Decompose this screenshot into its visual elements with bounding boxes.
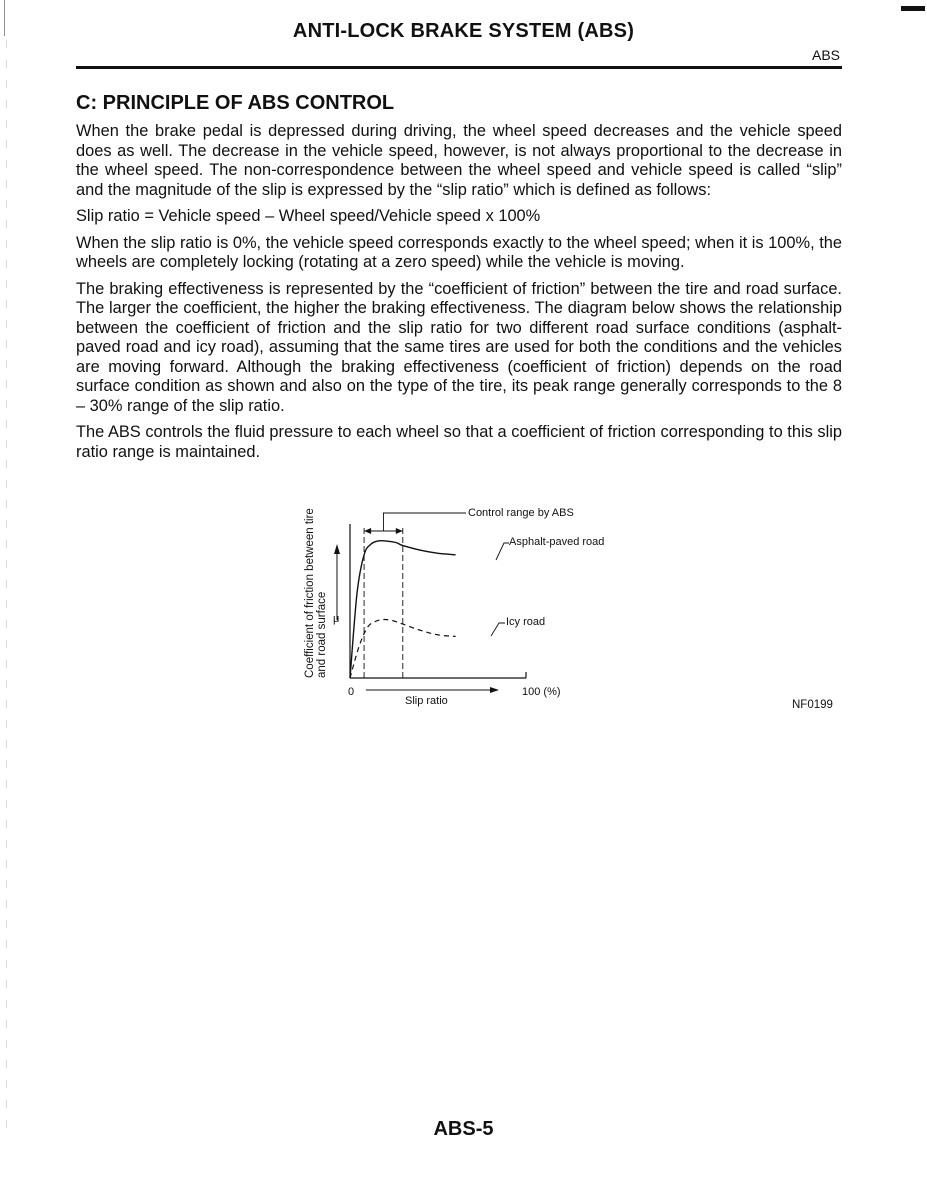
- asphalt-road-label: Asphalt-paved road: [509, 536, 605, 548]
- y-axis-label-line1: Coefficient of friction between tire: [304, 508, 316, 678]
- mu-arrow-head: [334, 544, 340, 554]
- control-range-label: Control range by ABS: [468, 507, 574, 519]
- x-direction-arrow-head: [490, 687, 499, 693]
- header-rule: [76, 66, 842, 69]
- section-heading: C: PRINCIPLE OF ABS CONTROL: [76, 92, 395, 114]
- control-range-arrow-right: [396, 528, 403, 534]
- page-number: ABS-5: [433, 1118, 494, 1140]
- icy-label-leader: [491, 623, 505, 636]
- paragraph-braking-effectiveness: The braking effectiveness is represented by the “coefficient of friction” between the tire and road surface. The larger the coefficient, the higher the braking effectiveness. The diagram below shows the relationship between the coefficient of friction and the slip ratio for two different road surface conditions (asphalt-paved road and icy road), assuming that the same tires are used for both the conditions and the vehicles are moving forward. Although the braking effectiveness (coefficient of friction) depends on the road surface condition as shown and also on the type of the tire, its peak range generally corresponds to the 8 – 30% range of the slip ratio.: [76, 279, 842, 415]
- x-axis-label: Slip ratio: [405, 695, 448, 707]
- scan-edge-line: [4, 0, 5, 1194]
- asphalt-label-leader: [496, 543, 509, 560]
- body-text: [76, 122, 842, 469]
- paragraph-slip-extremes: When the slip ratio is 0%, the vehicle speed corresponds exactly to the wheel speed; when it is 100%, the wheels are completely locking (rotating at a zero speed) while the vehicle is moving.: [76, 233, 842, 271]
- x-end-label: 100 (%): [522, 686, 561, 698]
- corner-mark: [901, 6, 925, 11]
- icy-road-label: Icy road: [506, 616, 546, 628]
- y-axis-label-line2: and road surface: [316, 591, 328, 678]
- paragraph-abs-control: The ABS controls the fluid pressure to each wheel so that a coefficient of friction corresponding to this slip ratio range is maintained.: [76, 423, 842, 461]
- paragraph-slip-formula: Slip ratio = Vehicle speed – Wheel speed/Vehicle speed x 100%: [76, 207, 541, 225]
- paragraph-slip-definition: When the brake pedal is depressed during driving, the wheel speed decreases and the vehicle speed does as well. The decrease in the vehicle speed, however, is not always proportional to the decrease in the wheel speed. The non-correspondence between the wheel speed and vehicle speed is called “slip” and the magnitude of the slip is expressed by the “slip ratio” which is defined as follows:: [76, 122, 842, 199]
- x-start-label: 0: [348, 686, 355, 698]
- section-tag: ABS: [811, 47, 840, 63]
- control-range-arrow-left: [364, 528, 371, 534]
- figure-code: NF0199: [792, 699, 833, 711]
- document-title: ANTI-LOCK BRAKE SYSTEM (ABS): [292, 20, 635, 42]
- chart-svg: [290, 498, 630, 718]
- scan-edge-dashes: [6, 40, 7, 1140]
- y-symbol: μ: [333, 613, 340, 625]
- friction-slip-chart: [290, 498, 630, 723]
